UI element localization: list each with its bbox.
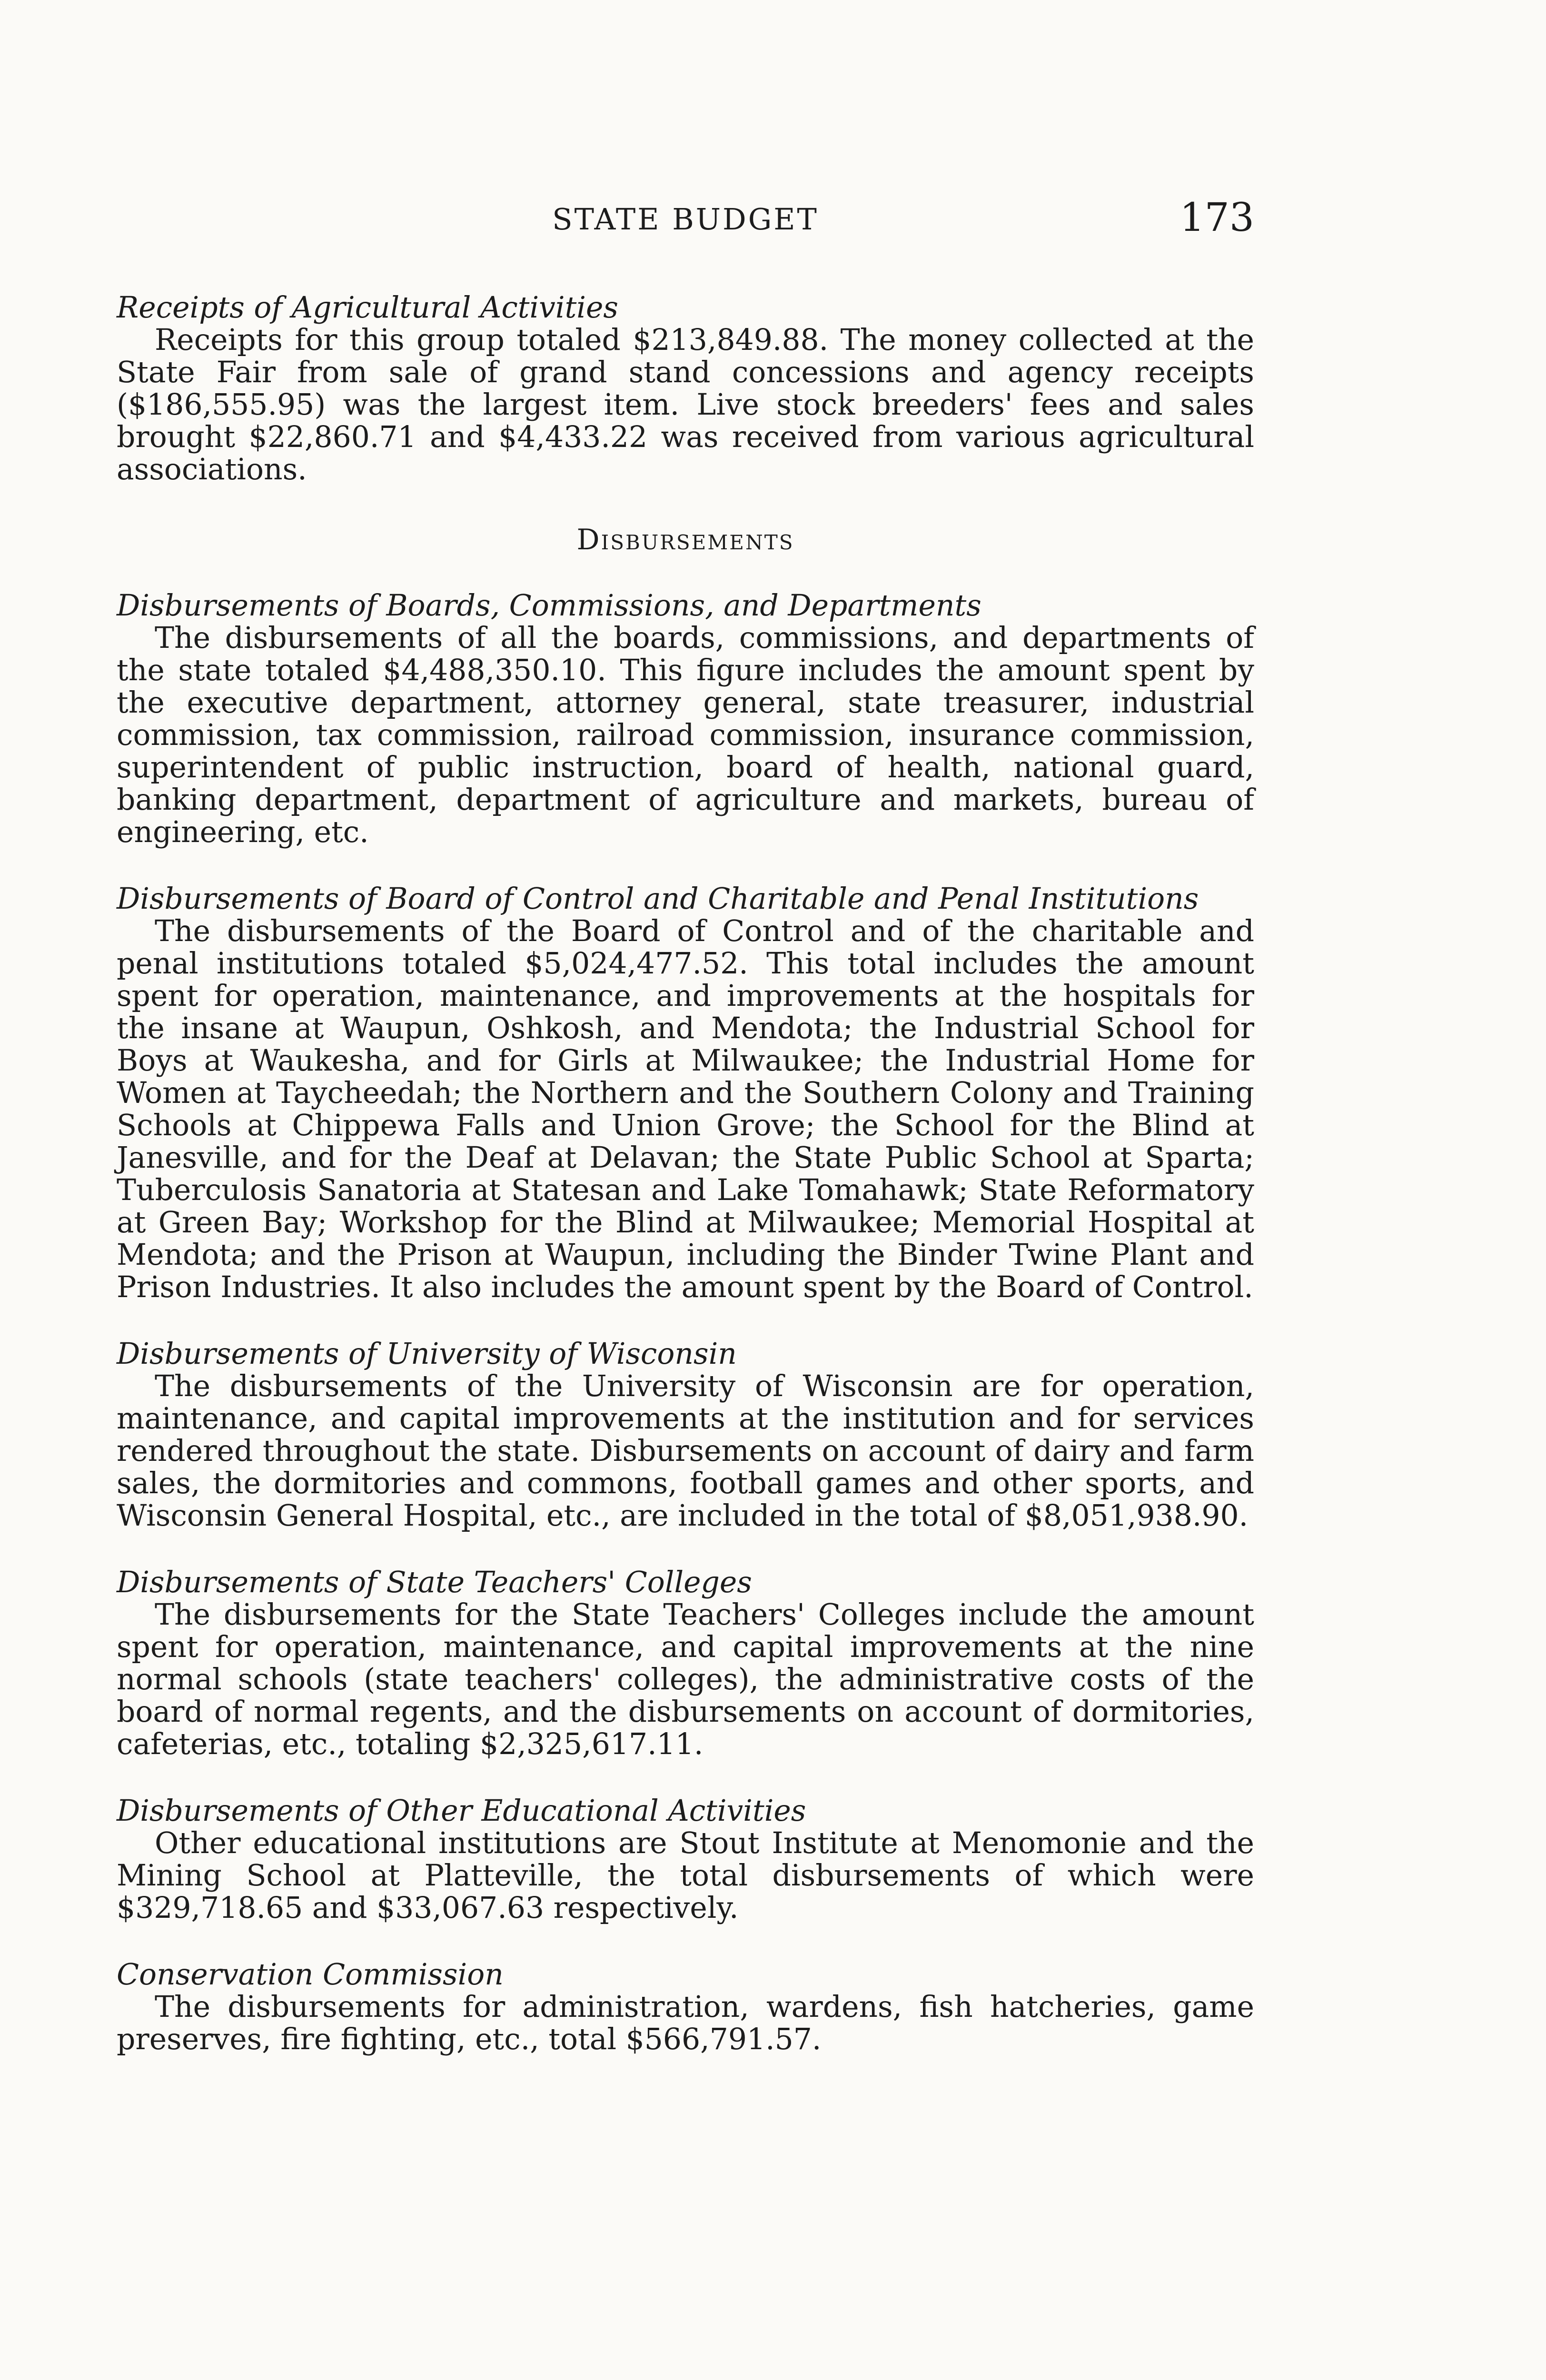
section-paragraph: Other educational institutions are Stout Institute at Menomonie and the Mining School at Platteville, the total disbursements of which were $329,718.65 and $33,067.63 respectively. [117,1826,1254,1925]
section-receipts-agricultural [117,291,1254,486]
section-paragraph: The disbursements for administration, wardens, fish hatcheries, game preserves, fire fighting, etc., total $566,791.57. [117,1990,1254,2056]
section-board-of-control [117,883,1254,1303]
section-heading: Disbursements of Other Educational Activities [117,1794,806,1828]
running-head [117,195,1254,243]
section-heading: Disbursements of State Teachers' Colleges [117,1565,752,1599]
disbursements-heading: Disbursements [576,523,794,556]
page [117,0,1254,2380]
page-number: 173 [1179,195,1254,240]
section-heading: Receipts of Agricultural Activities [117,290,618,325]
section-heading: Disbursements of Boards, Commissions, and Departments [117,588,981,623]
section-teachers-colleges [117,1566,1254,1760]
section-paragraph: The disbursements of the University of Wisconsin are for operation, maintenance, and capital improvements at the institution and for services rendered throughout the state. Disbursements on account of dairy and farm sales, the dormitories and commons, football games and other sports, and Wisconsin General Hospital, etc., are included in the total of $8,051,938.90. [117,1369,1254,1533]
section-heading: Disbursements of Board of Control and Charitable and Penal Institutions [117,882,1199,916]
section-paragraph: Receipts for this group totaled $213,849.88. The money collected at the State Fair from sale of grand stand concessions and agency receipts ($186,555.95) was the largest item. Live stock breeders' fees and sales brought $22,860.71 and $4,433.22 was received from various agricultural associations. [117,323,1254,486]
section-paragraph: The disbursements of all the boards, commissions, and departments of the state totaled $4,488,350.10. This figure includes the amount spent by the executive department, attorney general, state treasurer, industrial commission, tax commission, railroad commission, insurance commission, superintendent of public instruction, board of health, national guard, banking department, department of agriculture and markets, bureau of engineering, etc. [117,621,1254,849]
section-university-of-wisconsin [117,1338,1254,1532]
section-boards-commissions [117,589,1254,848]
page-body [117,291,1254,2055]
section-paragraph: The disbursements of the Board of Control and of the charitable and penal institutions totaled $5,024,477.52. This total includes the amount spent for operation, maintenance, and improvements at the hospitals for the insane at Waupun, Oshkosh, and Mendota; the Industrial School for Boys at Waukesha, and for Girls at Milwaukee; the Industrial Home for Women at Taycheedah; the Northern and the Southern Colony and Training Schools at Chippewa Falls and Union Grove; the School for the Blind at Janesville, and for the Deaf at Delavan; the State Public School at Sparta; Tuberculosis Sanatoria at Statesan and Lake Tomahawk; State Reformatory at Green Bay; Workshop for the Blind at Milwaukee; Memorial Hospital at Mendota; and the Prison at Waupun, including the Binder Twine Plant and Prison Industries. It also includes the amount spent by the Board of Control. [117,914,1254,1304]
section-paragraph: The disbursements for the State Teachers' Colleges include the amount spent for operation, maintenance, and capital improvements at the nine normal schools (state teachers' colleges), the administrative costs of the board of normal regents, and the disbursements on account of dormitories, cafeterias, etc., totaling $2,325,617.11. [117,1597,1254,1761]
section-heading: Disbursements of University of Wisconsin [117,1337,737,1371]
section-heading: Conservation Commission [117,1957,504,1992]
running-head-title: STATE BUDGET [552,202,819,237]
section-conservation-commission [117,1958,1254,2055]
section-other-educational [117,1795,1254,1924]
